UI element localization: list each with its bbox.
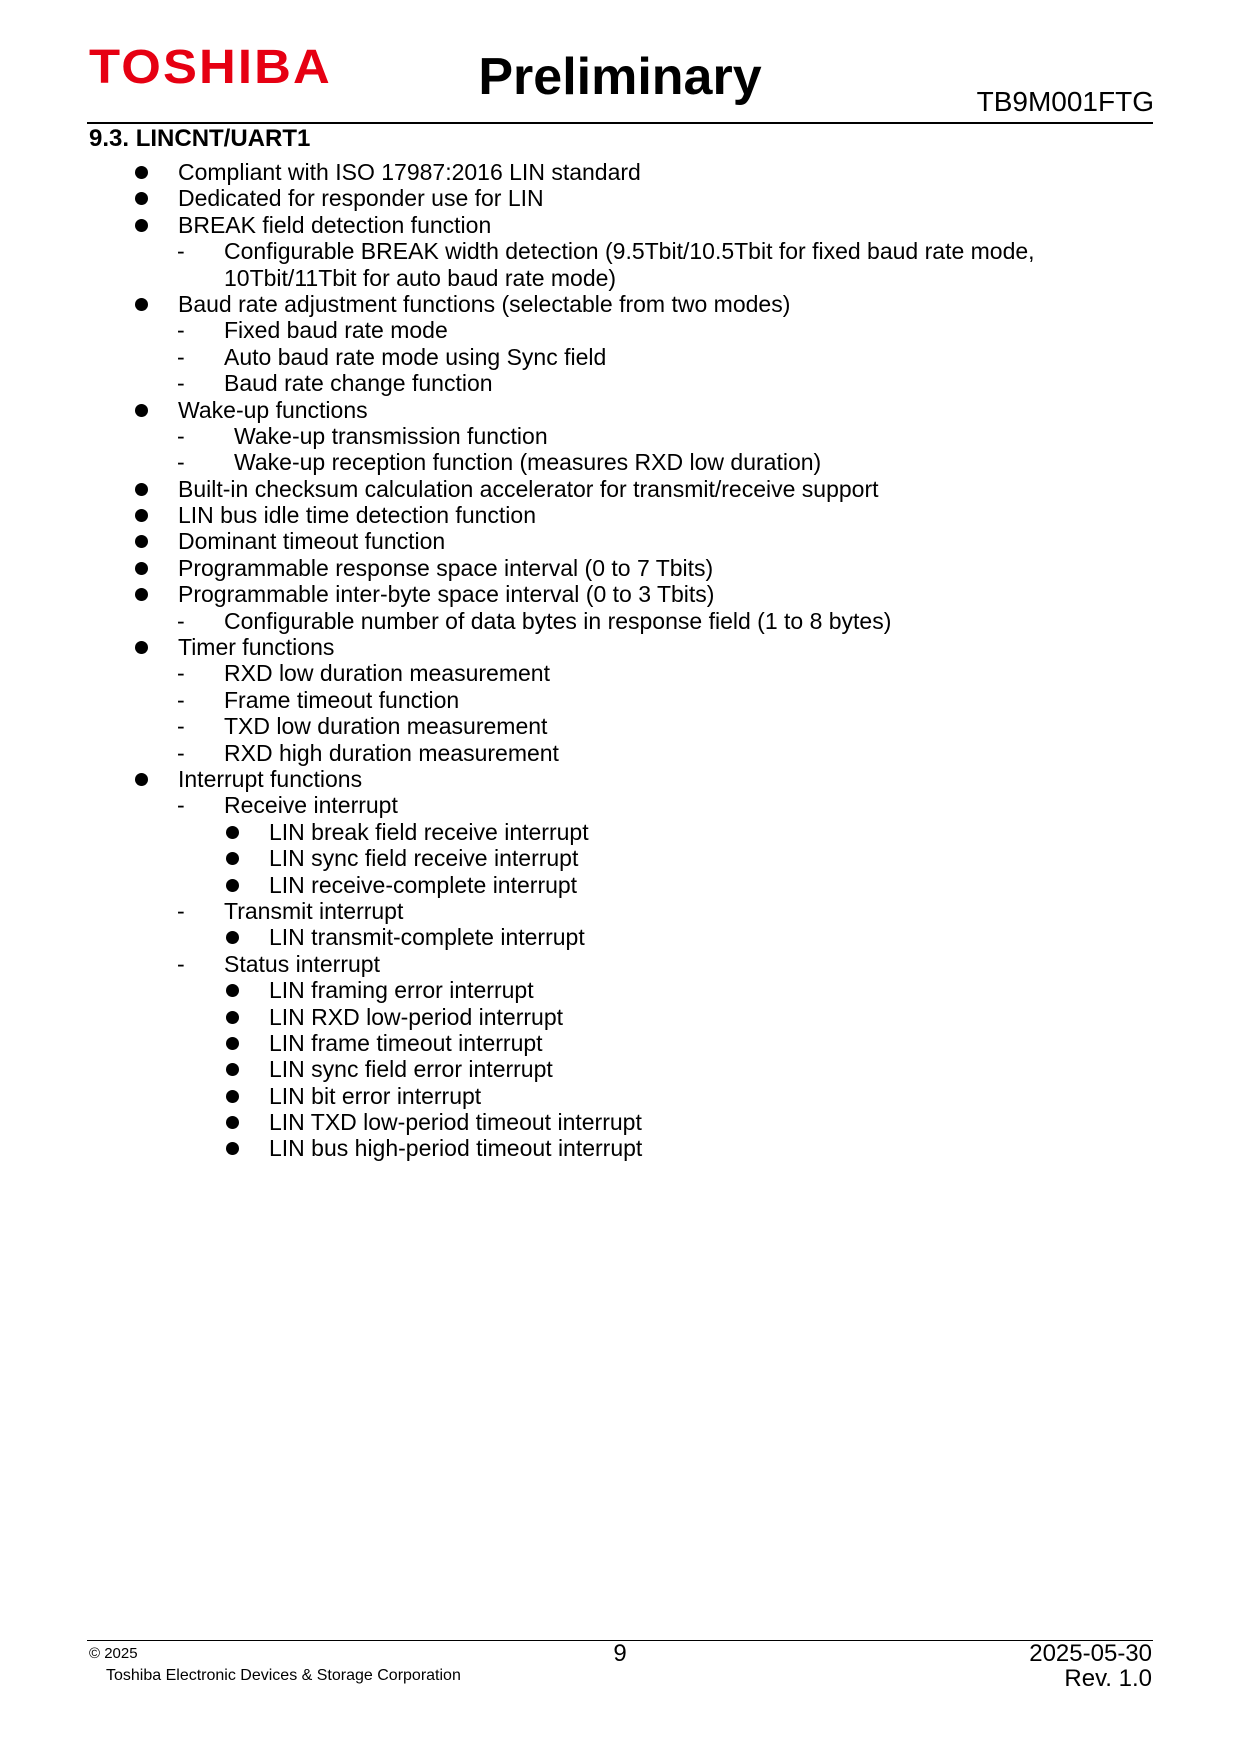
bullet-icon	[226, 1063, 239, 1076]
dash-marker: -	[177, 739, 185, 766]
dash-marker: -	[177, 449, 185, 476]
toshiba-logo: TOSHIBA	[89, 41, 332, 94]
bullet-icon	[226, 1011, 239, 1024]
dash-marker: -	[177, 897, 185, 924]
list-item-text: LIN framing error interrupt	[269, 977, 534, 1004]
list-item-text: LIN TXD low-period timeout interrupt	[269, 1109, 642, 1136]
list-item-text: Dedicated for responder use for LIN	[178, 185, 544, 212]
bullet-icon	[226, 879, 239, 892]
list-item-text: Programmable response space interval (0 to 7 Tbits)	[178, 554, 714, 581]
list-item-text: LIN bus idle time detection function	[178, 502, 536, 529]
bullet-icon	[135, 588, 148, 601]
list-item	[0, 1109, 1240, 1135]
list-item-text: Wake-up functions	[178, 396, 368, 423]
list-item-text: RXD low duration measurement	[224, 660, 550, 687]
sub-list-item	[0, 317, 1240, 343]
bullet-icon	[135, 192, 148, 205]
bullet-icon	[135, 641, 148, 654]
bullet-icon	[135, 535, 148, 548]
dash-marker: -	[177, 660, 185, 687]
list-item	[0, 845, 1240, 871]
sub-list-item	[0, 713, 1240, 739]
list-item	[0, 1083, 1240, 1109]
list-item-text: LIN frame timeout interrupt	[269, 1029, 543, 1056]
bullet-icon	[135, 298, 148, 311]
list-item-text: Fixed baud rate mode	[224, 317, 448, 344]
list-item	[0, 212, 1240, 238]
list-item	[0, 977, 1240, 1003]
document-date: 2025-05-30	[1029, 1640, 1152, 1667]
list-item	[0, 634, 1240, 660]
list-item-text: LIN break field receive interrupt	[269, 818, 589, 845]
list-item	[0, 1135, 1240, 1161]
dash-marker: -	[177, 950, 185, 977]
list-item	[0, 397, 1240, 423]
list-item-text: LIN RXD low-period interrupt	[269, 1003, 564, 1030]
bullet-icon	[226, 1116, 239, 1129]
list-item	[0, 1004, 1240, 1030]
list-item-text: LIN sync field receive interrupt	[269, 845, 579, 872]
list-item-text: LIN sync field error interrupt	[269, 1056, 553, 1083]
list-item	[0, 476, 1240, 502]
sub-list-item	[0, 344, 1240, 370]
list-item-text: Built-in checksum calculation accelerator for transmit/receive support	[178, 475, 879, 502]
sub-list-item	[0, 423, 1240, 449]
copyright: © 2025	[89, 1645, 138, 1662]
dash-marker: -	[177, 238, 185, 265]
list-item-text: Dominant timeout function	[178, 528, 446, 555]
list-item-text-continued: 10Tbit/11Tbit for auto baud rate mode)	[224, 264, 617, 291]
list-item	[0, 819, 1240, 845]
sub-list-item	[0, 660, 1240, 686]
bullet-icon	[226, 1090, 239, 1103]
bullet-icon	[135, 509, 148, 522]
part-number: TB9M001FTG	[976, 86, 1154, 117]
bullet-icon	[226, 1037, 239, 1050]
sub-list-item	[0, 449, 1240, 475]
bullet-icon	[135, 219, 148, 232]
dash-marker: -	[177, 422, 185, 449]
sub-list-item	[0, 370, 1240, 396]
list-item-text: Transmit interrupt	[224, 897, 404, 924]
list-item-text: LIN transmit-complete interrupt	[269, 924, 585, 951]
list-item-text: BREAK field detection function	[178, 211, 492, 238]
list-item	[0, 528, 1240, 554]
bullet-icon	[226, 984, 239, 997]
list-item-text: Compliant with ISO 17987:2016 LIN standard	[178, 159, 641, 185]
list-item	[0, 581, 1240, 607]
dash-marker: -	[177, 607, 185, 634]
sub-list-item	[0, 740, 1240, 766]
sub-list-item	[0, 608, 1240, 634]
list-item	[0, 924, 1240, 950]
feature-list	[0, 159, 1240, 1162]
list-item-text: TXD low duration measurement	[224, 713, 548, 740]
bullet-icon	[226, 931, 239, 944]
dash-marker: -	[177, 686, 185, 713]
list-item-text: Programmable inter-byte space interval (0 to 3 Tbits)	[178, 581, 715, 608]
bullet-icon	[135, 773, 148, 786]
sub-list-item	[0, 687, 1240, 713]
bullet-icon	[226, 1142, 239, 1155]
list-item-text: Receive interrupt	[224, 792, 398, 819]
list-item	[0, 1030, 1240, 1056]
list-item-text: Interrupt functions	[178, 766, 363, 792]
sub-list-item	[0, 792, 1240, 818]
list-item	[0, 555, 1240, 581]
bullet-icon	[135, 404, 148, 417]
dash-marker: -	[177, 370, 185, 397]
list-item-text: LIN receive-complete interrupt	[269, 871, 578, 898]
document-status: Preliminary	[478, 48, 762, 106]
bullet-icon	[135, 562, 148, 575]
dash-marker: -	[177, 713, 185, 740]
list-item-text: Frame timeout function	[224, 686, 460, 713]
list-item-text: Wake-up reception function (measures RXD low duration)	[234, 449, 822, 476]
bullet-icon	[226, 826, 239, 839]
list-item	[0, 766, 1240, 792]
dash-marker: -	[177, 792, 185, 819]
section-title: 9.3. LINCNT/UART1	[89, 125, 311, 152]
list-item-text: Baud rate adjustment functions (selectable from two modes)	[178, 290, 791, 317]
list-item-text: LIN bit error interrupt	[269, 1082, 482, 1109]
list-item	[0, 502, 1240, 528]
list-item-text: LIN bus high-period timeout interrupt	[269, 1135, 643, 1162]
bullet-icon	[135, 166, 148, 179]
list-item	[0, 1056, 1240, 1082]
list-item-text: RXD high duration measurement	[224, 739, 559, 766]
dash-marker: -	[177, 317, 185, 344]
list-item-text: Configurable BREAK width detection (9.5Tbit/10.5Tbit for fixed baud rate mode,	[224, 238, 1035, 265]
sub-list-item	[0, 951, 1240, 977]
page-number: 9	[613, 1640, 627, 1667]
sub-list-item	[0, 238, 1240, 291]
list-item	[0, 291, 1240, 317]
list-item-text: Timer functions	[178, 634, 335, 661]
list-item	[0, 185, 1240, 211]
list-item-text: Wake-up transmission function	[234, 422, 548, 449]
revision: Rev. 1.0	[1064, 1665, 1152, 1692]
company-name: Toshiba Electronic Devices & Storage Corporation	[106, 1667, 461, 1684]
list-item	[0, 872, 1240, 898]
sub-list-item	[0, 898, 1240, 924]
list-item-text: Auto baud rate mode using Sync field	[224, 343, 607, 370]
list-item-text: Configurable number of data bytes in response field (1 to 8 bytes)	[224, 607, 892, 634]
list-item	[0, 159, 1240, 185]
list-item-text: Status interrupt	[224, 950, 380, 977]
bullet-icon	[135, 483, 148, 496]
list-item-text: Baud rate change function	[224, 370, 493, 397]
dash-marker: -	[177, 343, 185, 370]
bullet-icon	[226, 852, 239, 865]
